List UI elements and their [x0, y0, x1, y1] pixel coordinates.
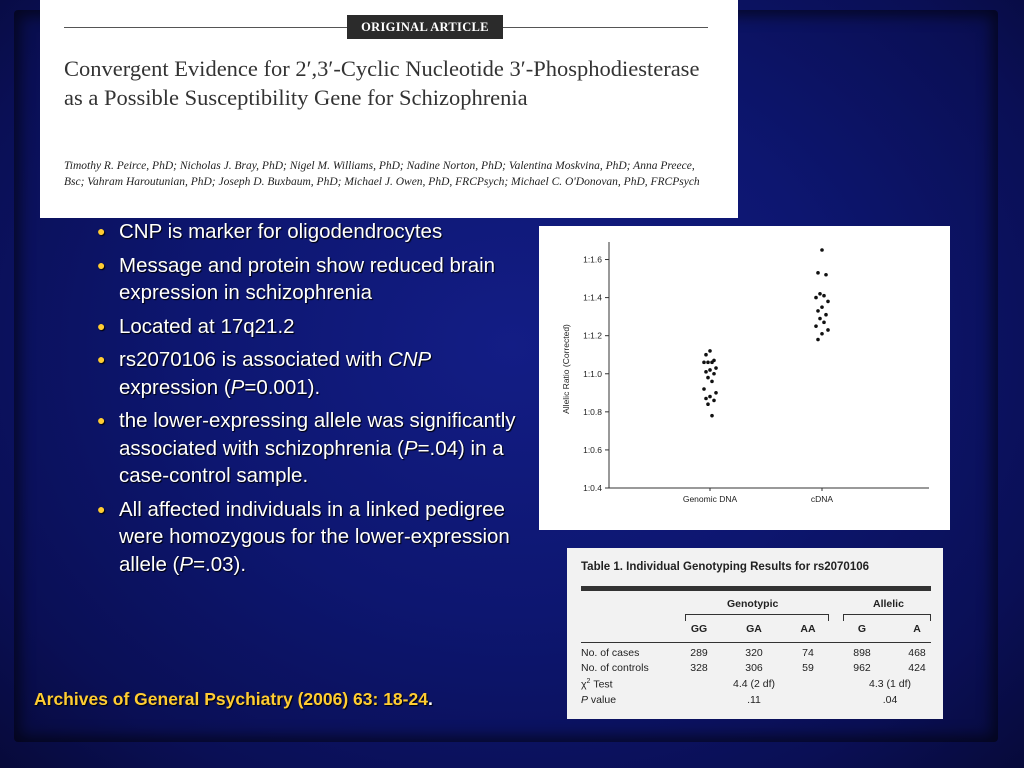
data-point	[704, 370, 708, 374]
data-point	[714, 366, 718, 370]
bullet-dot-icon: ●	[97, 500, 106, 517]
row-label-p-value	[581, 694, 616, 706]
col-header-ga: GA	[746, 623, 762, 635]
data-point	[706, 361, 710, 365]
bullet-text: CNP is marker for oligodendrocytes	[119, 220, 443, 243]
data-point	[826, 300, 830, 304]
y-axis-label: Allelic Ratio (Corrected)	[561, 324, 571, 414]
y-tick-label: 1:1.6	[583, 254, 602, 265]
bullet-text: All affected individuals in a linked pedigree were homozygous for the lower-expression allele (	[119, 497, 510, 576]
bullet-dot-icon: ●	[97, 412, 106, 428]
row-label-controls: No. of controls	[581, 662, 649, 674]
data-point	[820, 305, 824, 309]
col-header-g: G	[857, 623, 867, 635]
table-cell: 962	[853, 662, 871, 674]
bullet-item	[94, 218, 534, 246]
data-point	[822, 321, 826, 325]
bullet-item	[94, 407, 534, 490]
bullet-dot-icon: ●	[97, 223, 106, 239]
bullet-text: expression (	[119, 375, 231, 399]
table-top-rule	[581, 586, 931, 591]
bullet-list	[94, 218, 534, 584]
bullet-text: P	[179, 552, 194, 576]
table-cell: 4.3 (1 df)	[868, 678, 912, 690]
data-point	[820, 248, 824, 252]
p-label-text: value	[588, 694, 617, 706]
chi-label-text: Test	[590, 678, 613, 691]
bullet-dot-icon: ●	[97, 256, 106, 273]
data-point	[706, 402, 710, 406]
citation-text: Archives of General Psychiatry (2006) 63: 18-24	[34, 689, 428, 709]
table-caption: Table 1. Individual Genotyping Results for rs2070106	[581, 561, 870, 573]
data-point	[712, 399, 716, 403]
data-point	[702, 387, 706, 391]
allelic-bracket	[843, 614, 931, 621]
data-point	[826, 328, 830, 332]
chi-superscript: 2	[586, 678, 591, 685]
y-tick-label: 1:1.0	[583, 368, 602, 379]
bullet-text: rs2070106 is associated with	[119, 348, 388, 371]
genotypic-bracket	[685, 614, 829, 621]
article-type-badge: ORIGINAL ARTICLE	[347, 15, 503, 39]
bullet-dot-icon: ●	[97, 317, 106, 334]
data-point	[824, 313, 828, 317]
table-cell: 468	[908, 647, 926, 659]
table-cell: 289	[690, 647, 708, 659]
genotyping-table	[567, 548, 943, 719]
table-header-rule	[581, 642, 931, 643]
citation-period: .	[427, 689, 433, 709]
row-label-cases: No. of cases	[581, 647, 640, 659]
bullet-text: =.03).	[193, 552, 247, 576]
col-header-aa: AA	[800, 623, 816, 635]
data-point	[818, 292, 822, 296]
table-group-allelic: Allelic	[873, 598, 904, 610]
data-point	[704, 353, 708, 357]
x-category-label: cDNA	[810, 494, 834, 504]
table-cell: .04	[882, 694, 898, 706]
p-symbol: P	[581, 694, 589, 706]
data-point	[816, 271, 820, 275]
data-point	[816, 338, 820, 342]
allelic-ratio-chart	[539, 226, 950, 530]
table-group-genotypic: Genotypic	[727, 598, 779, 610]
table-cell: 4.4 (2 df)	[732, 678, 776, 690]
data-point	[818, 317, 822, 321]
data-point	[710, 380, 714, 384]
table-cell: 424	[908, 662, 926, 674]
row-label-chi-square	[581, 678, 613, 691]
bullet-text: P	[403, 436, 418, 460]
bullet-dot-icon: ●	[97, 351, 106, 367]
data-point	[822, 294, 826, 298]
y-tick-label: 1:1.2	[583, 330, 602, 341]
data-point	[814, 296, 818, 300]
bullet-item	[94, 313, 534, 341]
data-point	[708, 349, 712, 353]
paper-title: Convergent Evidence for 2′,3′-Cyclic Nucleotide 3′-Phosphodiesterase as a Possible Susceptibility Gene for Schizophrenia	[64, 56, 700, 110]
table-cell: .11	[747, 694, 761, 706]
data-point	[706, 376, 710, 380]
y-tick-label: 1:0.6	[583, 444, 602, 455]
col-header-gg: GG	[690, 623, 708, 635]
col-header-a: A	[913, 623, 921, 635]
bullet-text: Located at 17q21.2	[119, 314, 295, 338]
y-tick-label: 1:0.4	[583, 483, 602, 493]
bullet-text: Message and protein show reduced brain expression in schizophrenia	[119, 253, 496, 304]
bullet-item	[94, 496, 534, 579]
bullet-text: =.04) in a case-control sample.	[119, 436, 504, 487]
data-point	[710, 414, 714, 418]
table-cell: 59	[802, 662, 814, 674]
data-point	[702, 361, 706, 365]
paper-authors: Timothy R. Peirce, PhD; Nicholas J. Bray, PhD; Nigel M. Williams, PhD; Nadine Norton, PhD; Valentina Moskvina, PhD; Anna Preece, Bsc; Vahram Haroutunian, PhD; Joseph D. Buxbaum, PhD; Michael J. Owen, PhD, FRCPsych; Michael C. O'Donovan, PhD, FRCPsych	[64, 160, 700, 188]
data-point	[816, 309, 820, 313]
data-point	[714, 391, 718, 395]
y-tick-label: 1:0.8	[583, 406, 602, 417]
table-cell: 320	[745, 647, 763, 659]
data-point	[824, 273, 828, 277]
article-header-image	[40, 0, 738, 218]
data-point	[712, 372, 716, 376]
data-point	[704, 397, 708, 401]
y-tick-label: 1:1.4	[583, 292, 602, 303]
bullet-text: CNP	[387, 348, 432, 371]
chart-svg	[539, 226, 950, 530]
data-point	[708, 368, 712, 372]
data-point	[814, 324, 818, 328]
table-cell: 898	[853, 647, 871, 659]
chi-symbol: χ	[581, 678, 587, 691]
table-cell: 306	[745, 662, 763, 674]
table-cell: 328	[690, 662, 708, 674]
data-point	[710, 361, 714, 365]
citation	[34, 689, 433, 710]
data-point	[708, 395, 712, 399]
bullet-item	[94, 252, 534, 307]
bullet-text: the lower-expressing allele was significantly associated with schizophrenia (	[119, 409, 516, 460]
data-point	[820, 332, 824, 336]
x-category-label: Genomic DNA	[682, 494, 738, 504]
bullet-item	[94, 346, 534, 401]
bullet-text: P	[230, 375, 245, 399]
table-cell: 74	[802, 647, 814, 659]
bullet-text: =0.001).	[244, 375, 321, 399]
